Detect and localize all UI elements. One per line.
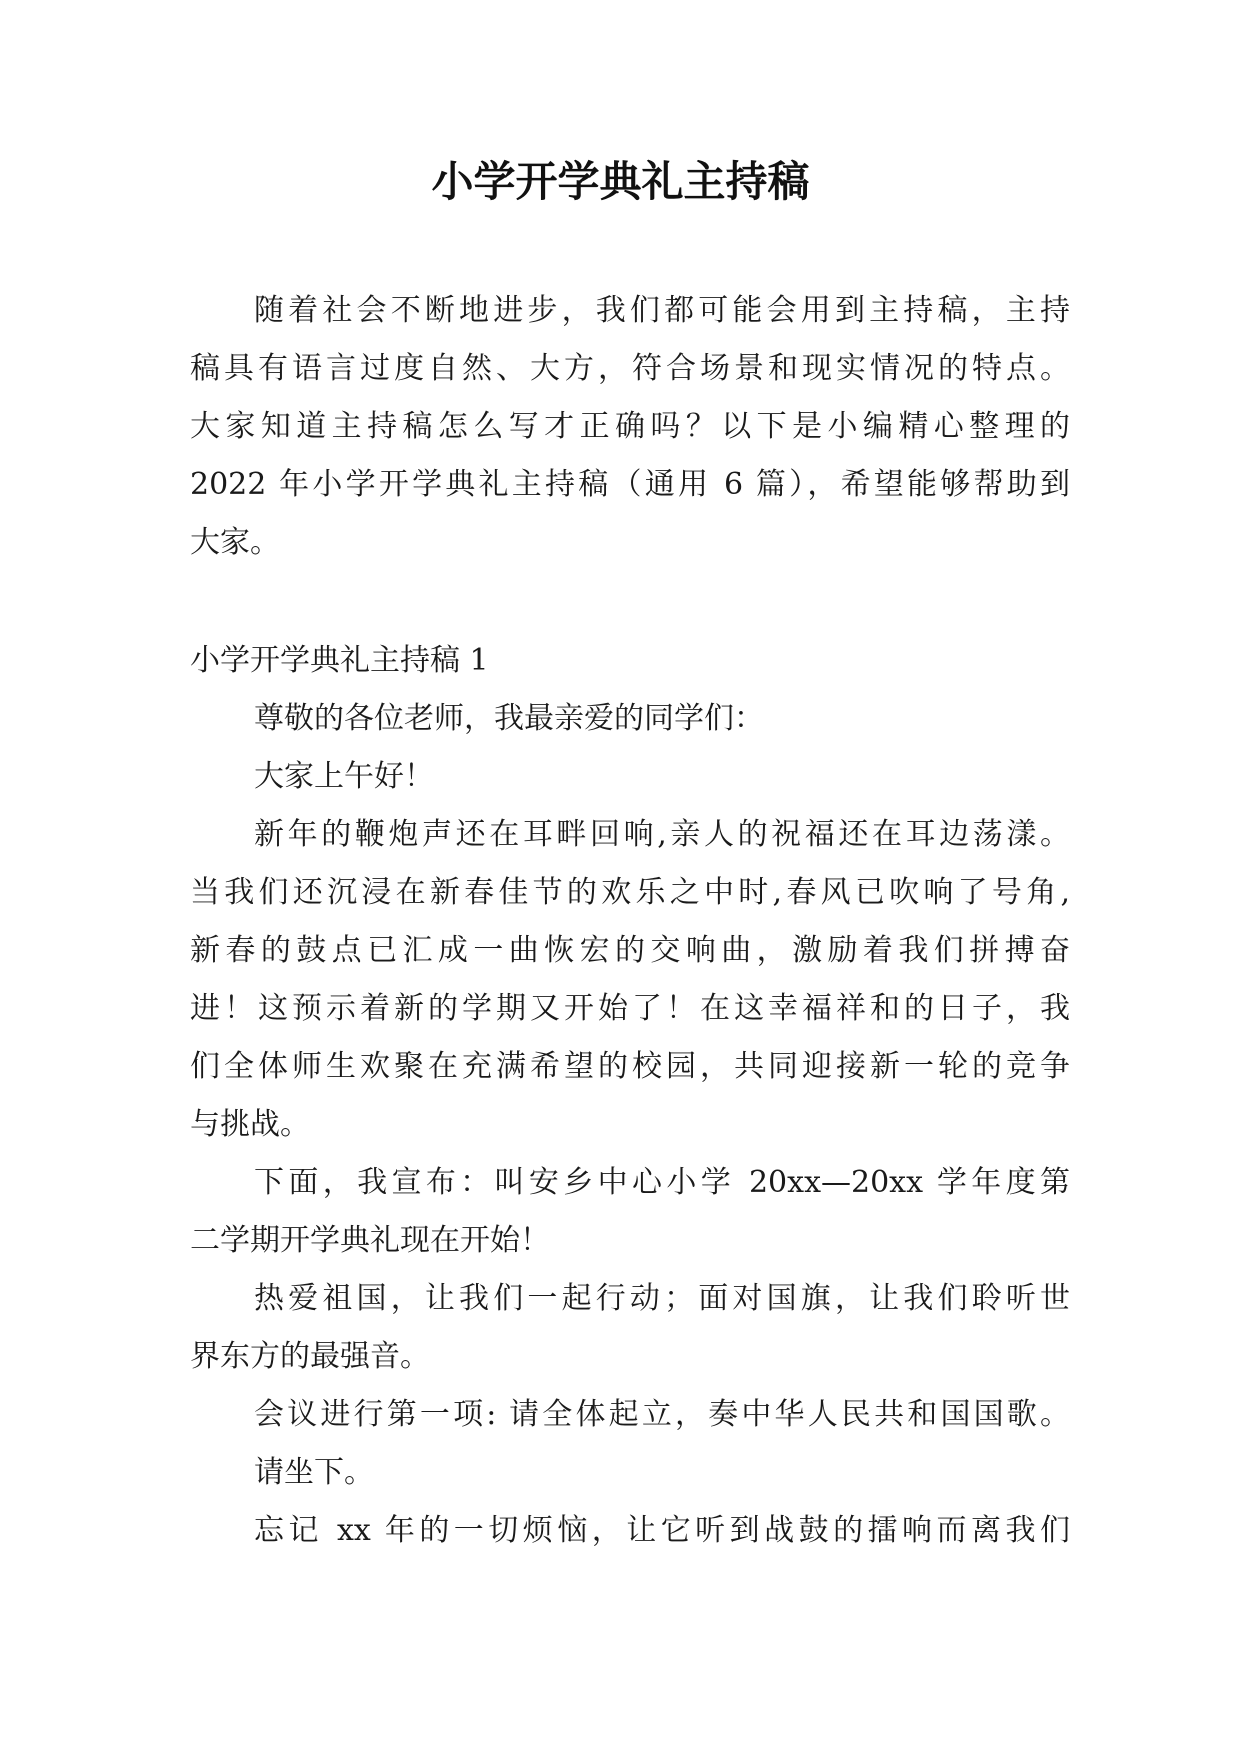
paragraph-line: 请坐下。	[254, 1455, 374, 1490]
paragraph-line: 大家。	[190, 525, 280, 560]
paragraph-line: 大家知道主持稿怎么写才正确吗？以下是小编精心整理的	[190, 409, 1070, 444]
paragraph-line: 新春的鼓点已汇成一曲恢宏的交响曲，激励着我们拼搏奋	[190, 933, 1070, 968]
paragraph-line: 大家上午好！	[254, 759, 434, 794]
paragraph-line: 尊敬的各位老师，我最亲爱的同学们：	[254, 701, 764, 736]
paragraph-line: 忘记 xx 年的一切烦恼，让它听到战鼓的擂响而离我们	[254, 1513, 1070, 1548]
paragraph-line: 们全体师生欢聚在充满希望的校园，共同迎接新一轮的竞争	[190, 1049, 1070, 1084]
paragraph-line: 稿具有语言过度自然、大方，符合场景和现实情况的特点。	[190, 351, 1070, 386]
paragraph-line: 下面，我宣布：叫安乡中心小学 20xx—20xx 学年度第	[254, 1165, 1070, 1200]
paragraph-line: 界东方的最强音。	[190, 1339, 430, 1374]
paragraph-line: 随着社会不断地进步，我们都可能会用到主持稿，主持	[254, 293, 1070, 328]
paragraph-line: 进！这预示着新的学期又开始了！在这幸福祥和的日子，我	[190, 991, 1070, 1026]
paragraph-line: 新年的鞭炮声还在耳畔回响,亲人的祝福还在耳边荡漾。	[254, 817, 1070, 852]
document-title: 小学开学典礼主持稿	[431, 157, 810, 206]
paragraph-line: 与挑战。	[190, 1107, 310, 1142]
paragraph-line: 热爱祖国，让我们一起行动；面对国旗，让我们聆听世	[254, 1281, 1070, 1316]
section-heading: 小学开学典礼主持稿 1	[190, 643, 489, 678]
paragraph-line: 会议进行第一项: 请全体起立，奏中华人民共和国国歌。	[254, 1397, 1070, 1432]
paragraph-line: 当我们还沉浸在新春佳节的欢乐之中时,春风已吹响了号角,	[190, 875, 1070, 910]
paragraph-line: 二学期开学典礼现在开始！	[190, 1223, 550, 1258]
paragraph-line: 2022 年小学开学典礼主持稿（通用 6 篇），希望能够帮助到	[190, 467, 1070, 502]
